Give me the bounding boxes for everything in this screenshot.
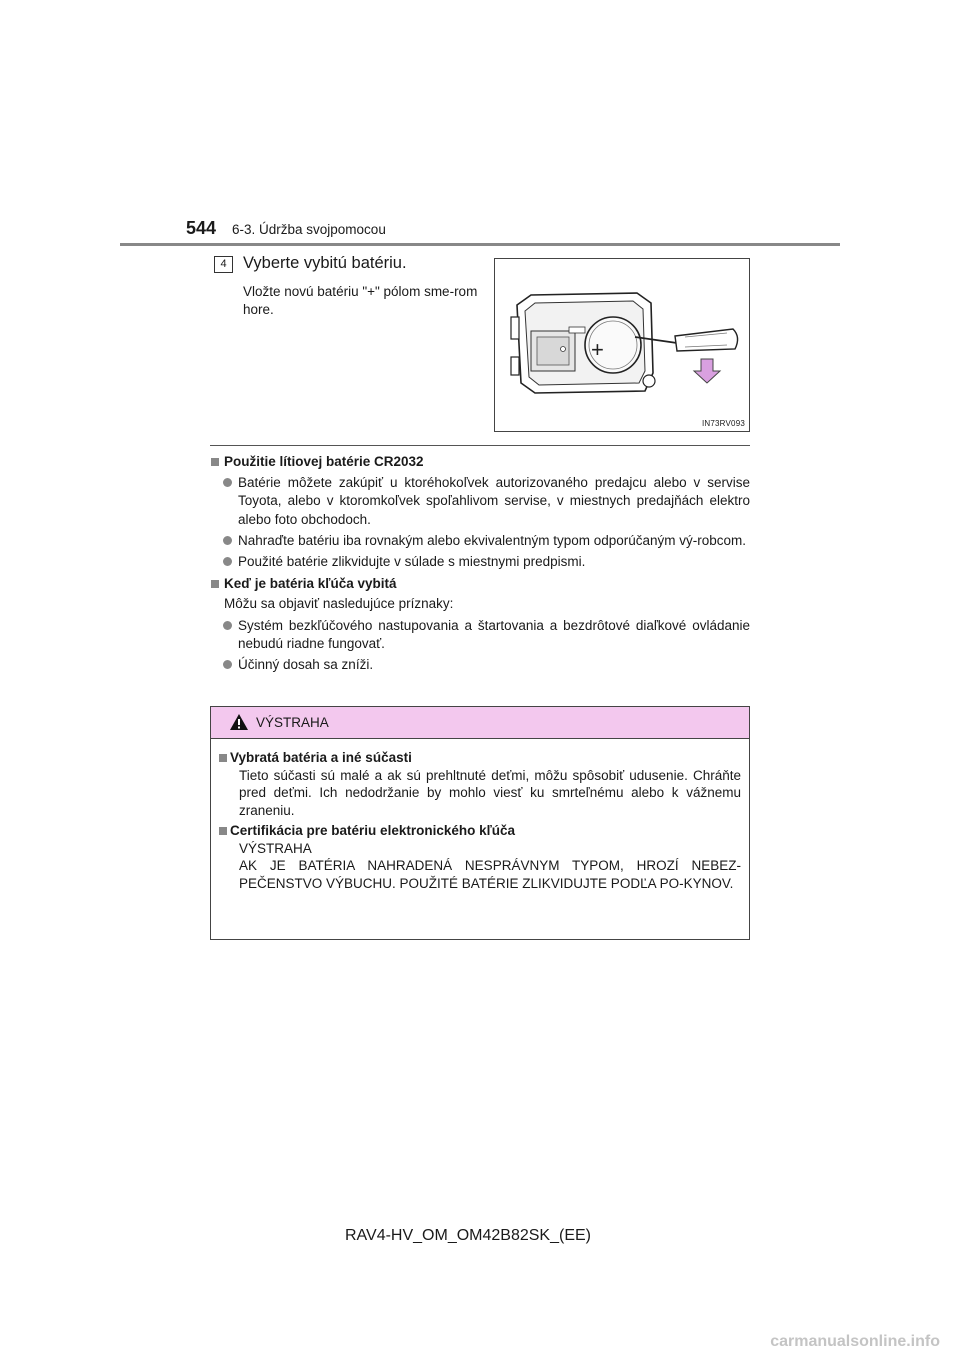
list-item: Nahraďte batériu iba rovnakým alebo ekvivalentným typom odporúčaným vý-robcom. [210, 532, 750, 550]
circle-bullet-icon [223, 660, 232, 669]
warning-box [210, 706, 750, 940]
step-number: 4 [214, 256, 233, 273]
section-heading: Keď je batéria kľúča vybitá [210, 575, 750, 593]
step-title: Vyberte vybitú batériu. [243, 254, 407, 272]
warning-body [211, 739, 749, 892]
list-item: Systém bezkľúčového nastupovania a štartovania a bezdrôtové diaľkové ovládanie nebudú riadne fungovať. [210, 617, 750, 653]
warning-item-heading: Vybratá batéria a iné súčasti [219, 749, 741, 767]
warning-item-text: Tieto súčasti sú malé a ak sú prehltnuté deťmi, môžu spôsobiť udusenie. Chráňte pred deťmi. Ich nedodržanie by mohlo viesť ku smrteľnému alebo k vážnemu zraneniu. [239, 767, 741, 818]
watermark: carmanualsonline.info [770, 1333, 940, 1350]
figure-code: IN73RV093 [701, 419, 745, 428]
list-item: Účinný dosah sa zníži. [210, 656, 750, 674]
section-intro: Môžu sa objaviť nasledujúce príznaky: [224, 596, 454, 612]
warning-title: VÝSTRAHA [256, 715, 329, 730]
warning-item-heading: Certifikácia pre batériu elektronického kľúča [219, 822, 741, 840]
circle-bullet-icon [223, 478, 232, 487]
step-instruction: Vložte novú batériu "+" pólom sme-rom hore. [243, 284, 478, 317]
circle-bullet-icon [223, 621, 232, 630]
separator [210, 445, 750, 446]
key-battery-illustration [495, 259, 749, 431]
warning-header [211, 707, 749, 739]
circle-bullet-icon [223, 536, 232, 545]
footer-code: RAV4-HV_OM_OM42B82SK_(EE) [344, 1227, 591, 1244]
battery-figure [494, 258, 750, 432]
content-body [210, 451, 750, 674]
square-bullet-icon [211, 580, 219, 588]
warning-item-label: VÝSTRAHA [239, 840, 312, 856]
warning-triangle-icon [229, 713, 249, 731]
page-number: 544 [186, 218, 217, 238]
warning-item-text: AK JE BATÉRIA NAHRADENÁ NESPRÁVNYM TYPOM, HROZÍ NEBEZ-PEČENSTVO VÝBUCHU. POUŽITÉ BATÉRIE ZLIKVIDUJTE PODĽA PO-KYNOV. [239, 858, 741, 891]
list-item: Použité batérie zlikvidujte v súlade s miestnymi predpismi. [210, 553, 750, 571]
circle-bullet-icon [223, 557, 232, 566]
square-bullet-icon [219, 754, 227, 762]
section-title: 6-3. Údržba svojpomocou [232, 222, 386, 237]
plus-label: + [591, 337, 604, 362]
square-bullet-icon [211, 458, 219, 466]
list-item: Batérie môžete zakúpiť u ktoréhokoľvek autorizovaného predajcu alebo v servise Toyota, alebo v ktoromkoľvek spoľahlivom servise, v miestnych predajňách elektro alebo foto obchodoch. [210, 474, 750, 529]
section-heading: Použitie lítiovej batérie CR2032 [210, 453, 750, 471]
square-bullet-icon [219, 827, 227, 835]
header-rule [120, 243, 840, 246]
